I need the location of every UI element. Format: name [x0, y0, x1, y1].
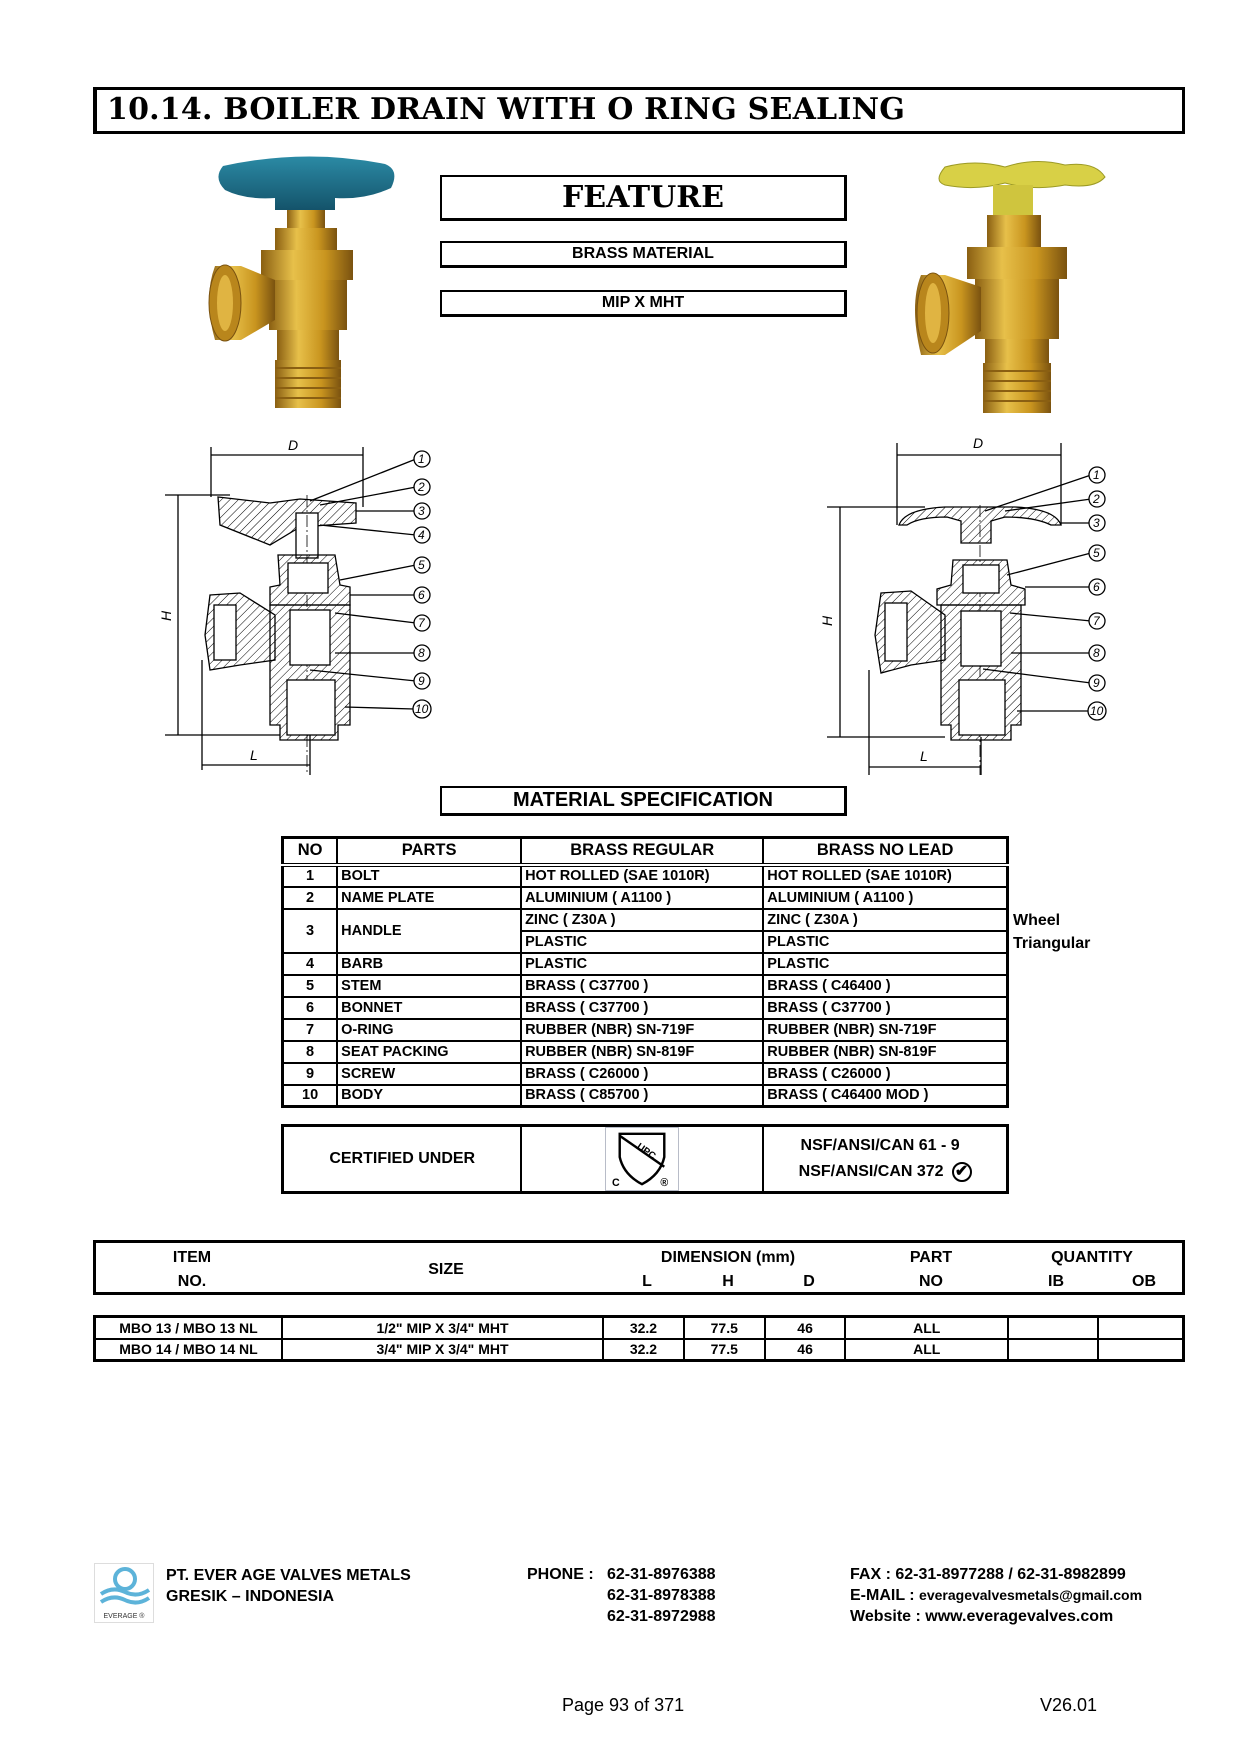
svg-text:5: 5	[1093, 546, 1100, 560]
part-name: BODY	[337, 1085, 521, 1107]
everage-wave-icon	[95, 1564, 153, 1608]
svg-text:5: 5	[418, 558, 425, 572]
dim-h: 77.5	[684, 1339, 765, 1361]
logo-text: EVERAGE ®	[103, 1613, 145, 1620]
brass-regular-value: BRASS ( C37700 )	[521, 997, 763, 1019]
brass-no-lead-value: PLASTIC	[763, 953, 1007, 975]
part-no: 4	[283, 953, 338, 975]
qty-ib	[1008, 1339, 1098, 1361]
part-no: 6	[283, 997, 338, 1019]
item-no: MBO 14 / MBO 14 NL	[95, 1339, 282, 1361]
email-row	[850, 1587, 1142, 1605]
col-header-parts: PARTS	[337, 838, 521, 865]
part-name: BOLT	[337, 865, 521, 887]
material-spec-heading: MATERIAL SPECIFICATION	[440, 786, 847, 816]
brass-regular-value: RUBBER (NBR) SN-719F	[521, 1019, 763, 1041]
section-title-box	[93, 87, 1185, 134]
dimension-table	[93, 1315, 1185, 1362]
svg-text:C: C	[612, 1177, 620, 1190]
handle-note-triangular: Triangular	[1013, 935, 1091, 952]
header-size: SIZE	[428, 1261, 464, 1278]
handle-note-wheel: Wheel	[1013, 912, 1061, 929]
svg-text:D: D	[288, 437, 299, 453]
dim-l: 32.2	[603, 1339, 684, 1361]
phone-2: 62-31-8978388	[607, 1587, 716, 1604]
svg-text:L: L	[250, 747, 258, 763]
brass-no-lead-value: BRASS ( C46400 MOD )	[763, 1085, 1007, 1107]
part-no: 2	[283, 887, 338, 909]
standard-nsf-372: NSF/ANSI/CAN 372	[798, 1163, 944, 1180]
svg-text:10: 10	[1090, 704, 1104, 718]
table-row	[283, 975, 1008, 997]
table-row	[283, 887, 1008, 909]
header-d: D	[803, 1273, 815, 1290]
table-row	[283, 1063, 1008, 1085]
feature-heading: FEATURE	[440, 175, 847, 221]
qty-ib	[1008, 1317, 1098, 1339]
brass-no-lead-value: BRASS ( C26000 )	[763, 1063, 1007, 1085]
header-ib: IB	[1048, 1273, 1064, 1290]
dim-l: 32.2	[603, 1317, 684, 1339]
svg-text:UPC: UPC	[634, 1141, 658, 1163]
phone-1: 62-31-8976388	[607, 1566, 716, 1583]
size: 3/4" MIP X 3/4" MHT	[282, 1339, 603, 1361]
part-no: 1	[283, 865, 338, 887]
phone-label: PHONE :	[527, 1566, 594, 1583]
certification-standards	[763, 1126, 1007, 1193]
qty-ob	[1098, 1317, 1184, 1339]
table-row	[283, 909, 1008, 931]
standard-nsf-61: NSF/ANSI/CAN 61 - 9	[800, 1137, 960, 1155]
upc-shield-icon	[605, 1127, 679, 1191]
svg-text:1: 1	[1093, 468, 1100, 482]
svg-text:2: 2	[1093, 492, 1100, 506]
svg-text:3: 3	[1093, 516, 1100, 530]
material-spec-table	[281, 836, 1009, 1108]
brass-no-lead-value: PLASTIC	[763, 931, 1007, 953]
size: 1/2" MIP X 3/4" MHT	[282, 1317, 603, 1339]
brass-regular-value: BRASS ( C37700 )	[521, 975, 763, 997]
brass-regular-value: PLASTIC	[521, 931, 763, 953]
brass-no-lead-value: RUBBER (NBR) SN-719F	[763, 1019, 1007, 1041]
table-row	[283, 1019, 1008, 1041]
email-label: E-MAIL :	[850, 1587, 915, 1604]
dim-d: 46	[765, 1317, 846, 1339]
part-name: O-RING	[337, 1019, 521, 1041]
header-quantity: QUANTITY	[1051, 1249, 1133, 1266]
certified-under-label: CERTIFIED UNDER	[283, 1126, 522, 1193]
brass-no-lead-value: RUBBER (NBR) SN-819F	[763, 1041, 1007, 1063]
dim-h: 77.5	[684, 1317, 765, 1339]
svg-text:D: D	[973, 435, 984, 451]
svg-text:L: L	[920, 748, 928, 764]
brass-regular-value: PLASTIC	[521, 953, 763, 975]
table-row	[283, 997, 1008, 1019]
part-name: SEAT PACKING	[337, 1041, 521, 1063]
header-part-no: NO	[919, 1273, 943, 1290]
part-no: ALL	[845, 1339, 1008, 1361]
standard-nsf-372-row	[764, 1159, 1006, 1185]
brass-regular-value: ALUMINIUM ( A1100 )	[521, 887, 763, 909]
svg-text:3: 3	[418, 504, 425, 518]
svg-text:7: 7	[1093, 614, 1100, 628]
header-item-no: NO.	[177, 1273, 207, 1290]
company-logo	[94, 1563, 154, 1623]
table-row	[95, 1317, 1184, 1339]
brass-no-lead-value: HOT ROLLED (SAE 1010R)	[763, 865, 1007, 887]
brass-regular-value: ZINC ( Z30A )	[521, 909, 763, 931]
svg-text:®: ®	[660, 1177, 669, 1190]
brass-regular-value: RUBBER (NBR) SN-819F	[521, 1041, 763, 1063]
col-header-brass-regular: BRASS REGULAR	[521, 838, 763, 865]
header-part: PART	[909, 1249, 953, 1266]
svg-text:H: H	[819, 615, 835, 626]
header-l: L	[642, 1273, 652, 1290]
table-row	[283, 1085, 1008, 1107]
part-name: SCREW	[337, 1063, 521, 1085]
company-name: PT. EVER AGE VALVES METALS	[166, 1567, 411, 1584]
brass-regular-value: HOT ROLLED (SAE 1010R)	[521, 865, 763, 887]
svg-text:8: 8	[418, 646, 425, 660]
header-h: H	[722, 1273, 734, 1290]
item-no: MBO 13 / MBO 13 NL	[95, 1317, 282, 1339]
upc-logo-cell	[521, 1126, 763, 1193]
table-row	[283, 865, 1008, 887]
qty-ob	[1098, 1339, 1184, 1361]
table-row	[283, 1041, 1008, 1063]
website-link[interactable]: Website : www.everagevalves.com	[850, 1608, 1114, 1625]
svg-text:7: 7	[418, 616, 425, 630]
table-header-row	[283, 838, 1008, 865]
header-item: ITEM	[172, 1249, 212, 1266]
part-name: NAME PLATE	[337, 887, 521, 909]
feature-item-connection: MIP X MHT	[440, 290, 847, 317]
technical-drawing-wheel	[815, 425, 1130, 790]
brass-regular-value: BRASS ( C26000 )	[521, 1063, 763, 1085]
table-row	[95, 1339, 1184, 1361]
page-number: Page 93 of 371	[562, 1695, 685, 1715]
col-header-brass-no-lead: BRASS NO LEAD	[763, 838, 1007, 865]
certification-table	[281, 1124, 1009, 1194]
col-header-no: NO	[283, 838, 338, 865]
svg-text:H: H	[158, 610, 174, 621]
brass-no-lead-value: ALUMINIUM ( A1100 )	[763, 887, 1007, 909]
version: V26.01	[1040, 1695, 1098, 1715]
part-no: 7	[283, 1019, 338, 1041]
phone-3: 62-31-8972988	[607, 1608, 716, 1625]
part-no: ALL	[845, 1317, 1008, 1339]
part-name: STEM	[337, 975, 521, 997]
svg-text:4: 4	[418, 528, 425, 542]
part-no: 5	[283, 975, 338, 997]
brass-no-lead-value: BRASS ( C37700 )	[763, 997, 1007, 1019]
product-photo-wheel-handle	[905, 155, 1120, 415]
dimension-table-header	[93, 1240, 1185, 1295]
table-row	[283, 953, 1008, 975]
technical-drawing-triangular	[150, 435, 450, 780]
part-name: BARB	[337, 953, 521, 975]
brass-regular-value: BRASS ( C85700 )	[521, 1085, 763, 1107]
part-no: 8	[283, 1041, 338, 1063]
email-link[interactable]: everagevalvesmetals@gmail.com	[919, 1587, 1143, 1603]
svg-text:1: 1	[418, 452, 425, 466]
feature-item-brass-material: BRASS MATERIAL	[440, 241, 847, 268]
header-dimension: DIMENSION (mm)	[660, 1249, 796, 1266]
part-no: 10	[283, 1085, 338, 1107]
svg-text:8: 8	[1093, 646, 1100, 660]
checkmark-icon: ✔	[952, 1162, 972, 1182]
svg-text:9: 9	[418, 674, 425, 688]
product-photo-triangular-handle	[195, 148, 410, 413]
company-location: GRESIK – INDONESIA	[166, 1588, 335, 1605]
header-ob: OB	[1132, 1273, 1156, 1290]
fax: FAX : 62-31-8977288 / 62-31-8982899	[850, 1566, 1126, 1583]
brass-no-lead-value: ZINC ( Z30A )	[763, 909, 1007, 931]
page-title: 10.14. BOILER DRAIN WITH O RING SEALING	[107, 92, 906, 127]
part-name: HANDLE	[337, 909, 521, 953]
part-no: 9	[283, 1063, 338, 1085]
svg-text:6: 6	[418, 588, 425, 602]
svg-text:6: 6	[1093, 580, 1100, 594]
brass-no-lead-value: BRASS ( C46400 )	[763, 975, 1007, 997]
svg-text:2: 2	[418, 480, 425, 494]
part-name: BONNET	[337, 997, 521, 1019]
svg-text:10: 10	[415, 702, 429, 716]
dim-d: 46	[765, 1339, 846, 1361]
part-no: 3	[283, 909, 338, 953]
svg-text:9: 9	[1093, 676, 1100, 690]
